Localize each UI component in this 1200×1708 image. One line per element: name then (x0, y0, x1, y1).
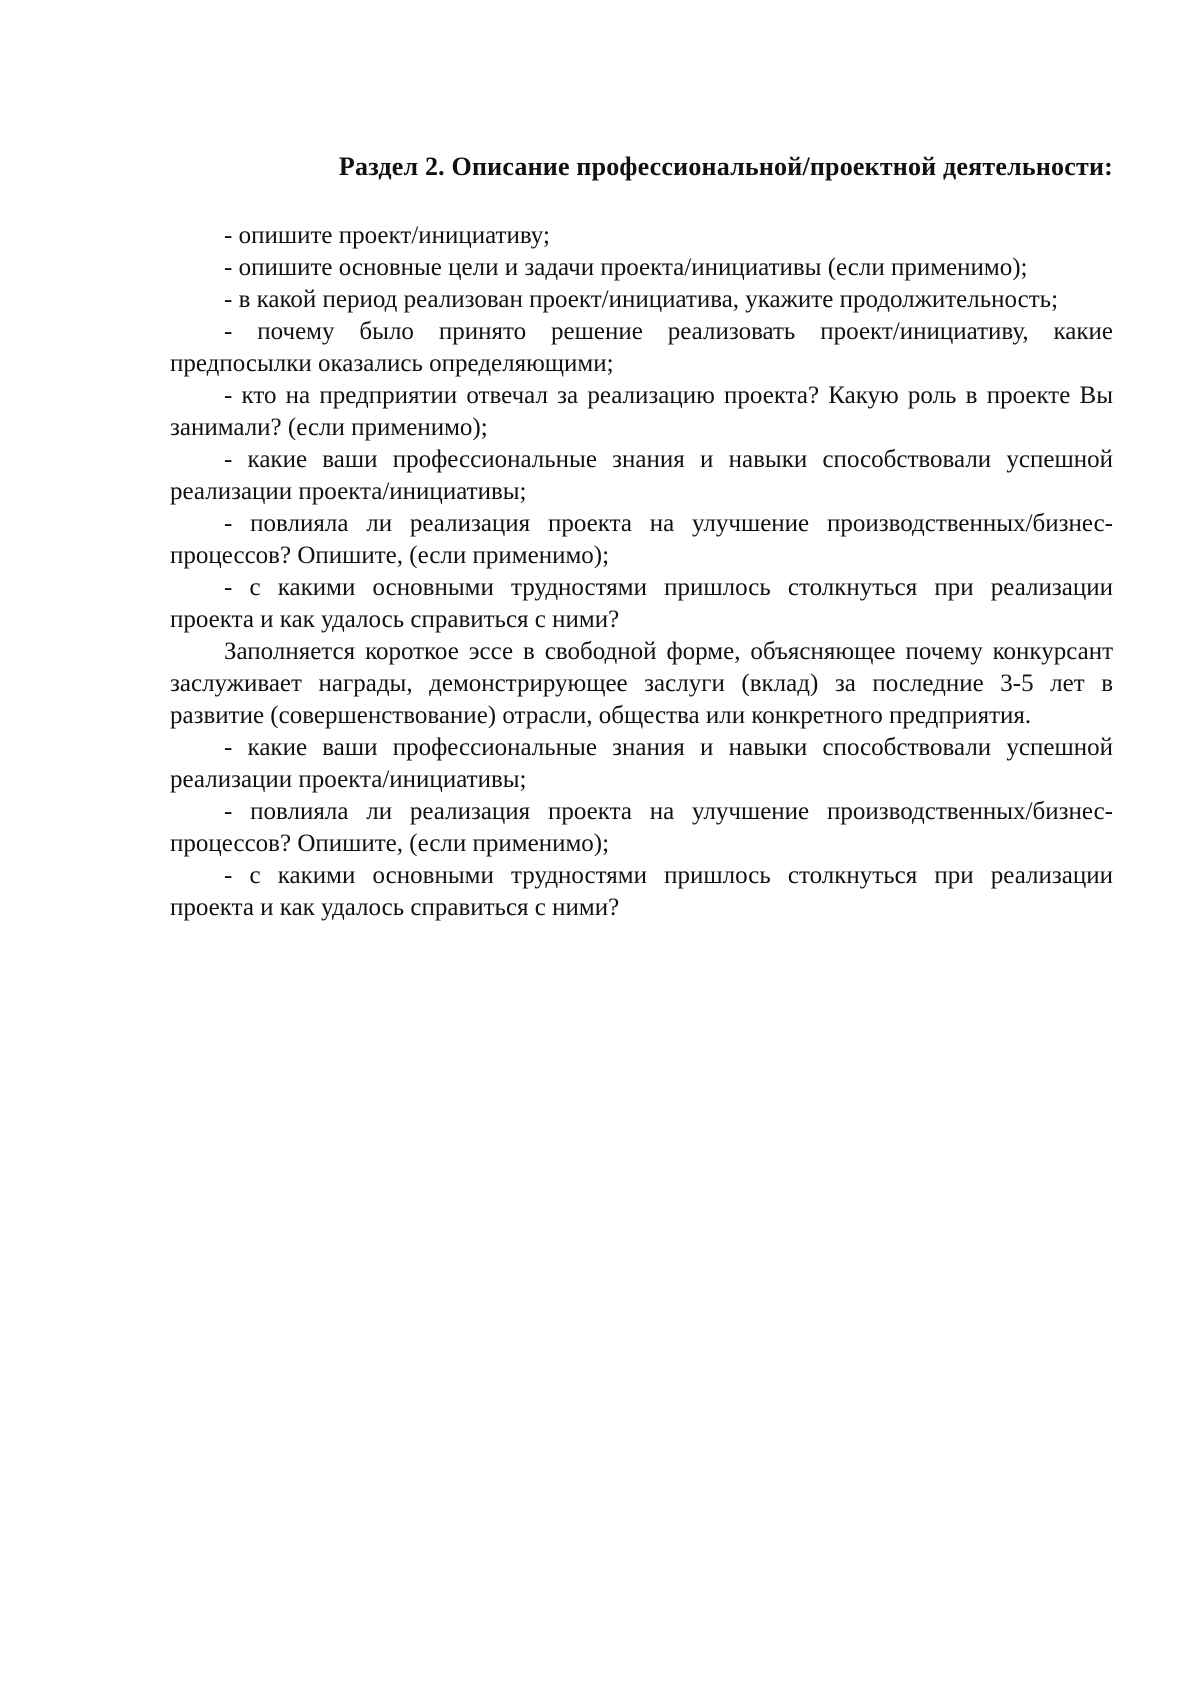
instruction-item: - какие ваши профессиональные знания и навыки способствовали успешной реализации проекта/инициативы; (170, 446, 1113, 505)
instruction-item: - опишите проект/инициативу; (224, 222, 550, 249)
section-title: Раздел 2. Описание профессиональной/проектной деятельности: (338, 152, 1113, 181)
instruction-item: - с какими основными трудностями пришлось столкнуться при реализации проекта и как удалось справиться с ними? (170, 862, 1113, 921)
instruction-item: - какие ваши профессиональные знания и навыки способствовали успешной реализации проекта/инициативы; (170, 734, 1113, 793)
document-page (170, 150, 1113, 924)
essay-instruction: Заполняется короткое эссе в свободной форме, объясняющее почему конкурсант заслуживает награды, демонстрирующее заслуги (вклад) за последние 3-5 лет в развитие (совершенствование) отрасли, общества или конкретного предприятия. (170, 638, 1113, 729)
instruction-item: - повлияла ли реализация проекта на улучшение производственных/бизнес- процессов? Опишите, (если применимо); (170, 510, 1113, 569)
instruction-item: - почему было принято решение реализовать проект/инициативу, какие предпосылки оказались определяющими; (170, 318, 1113, 377)
instruction-item: - кто на предприятии отвечал за реализацию проекта? Какую роль в проекте Вы занимали? (если применимо); (170, 382, 1113, 441)
instruction-item: - повлияла ли реализация проекта на улучшение производственных/бизнес- процессов? Опишите, (если применимо); (170, 798, 1113, 857)
instruction-item: - в какой период реализован проект/инициатива, укажите продолжительность; (224, 286, 1059, 313)
instruction-item: - опишите основные цели и задачи проекта/инициативы (если применимо); (224, 254, 1028, 281)
instruction-item: - с какими основными трудностями пришлось столкнуться при реализации проекта и как удалось справиться с ними? (170, 574, 1113, 633)
